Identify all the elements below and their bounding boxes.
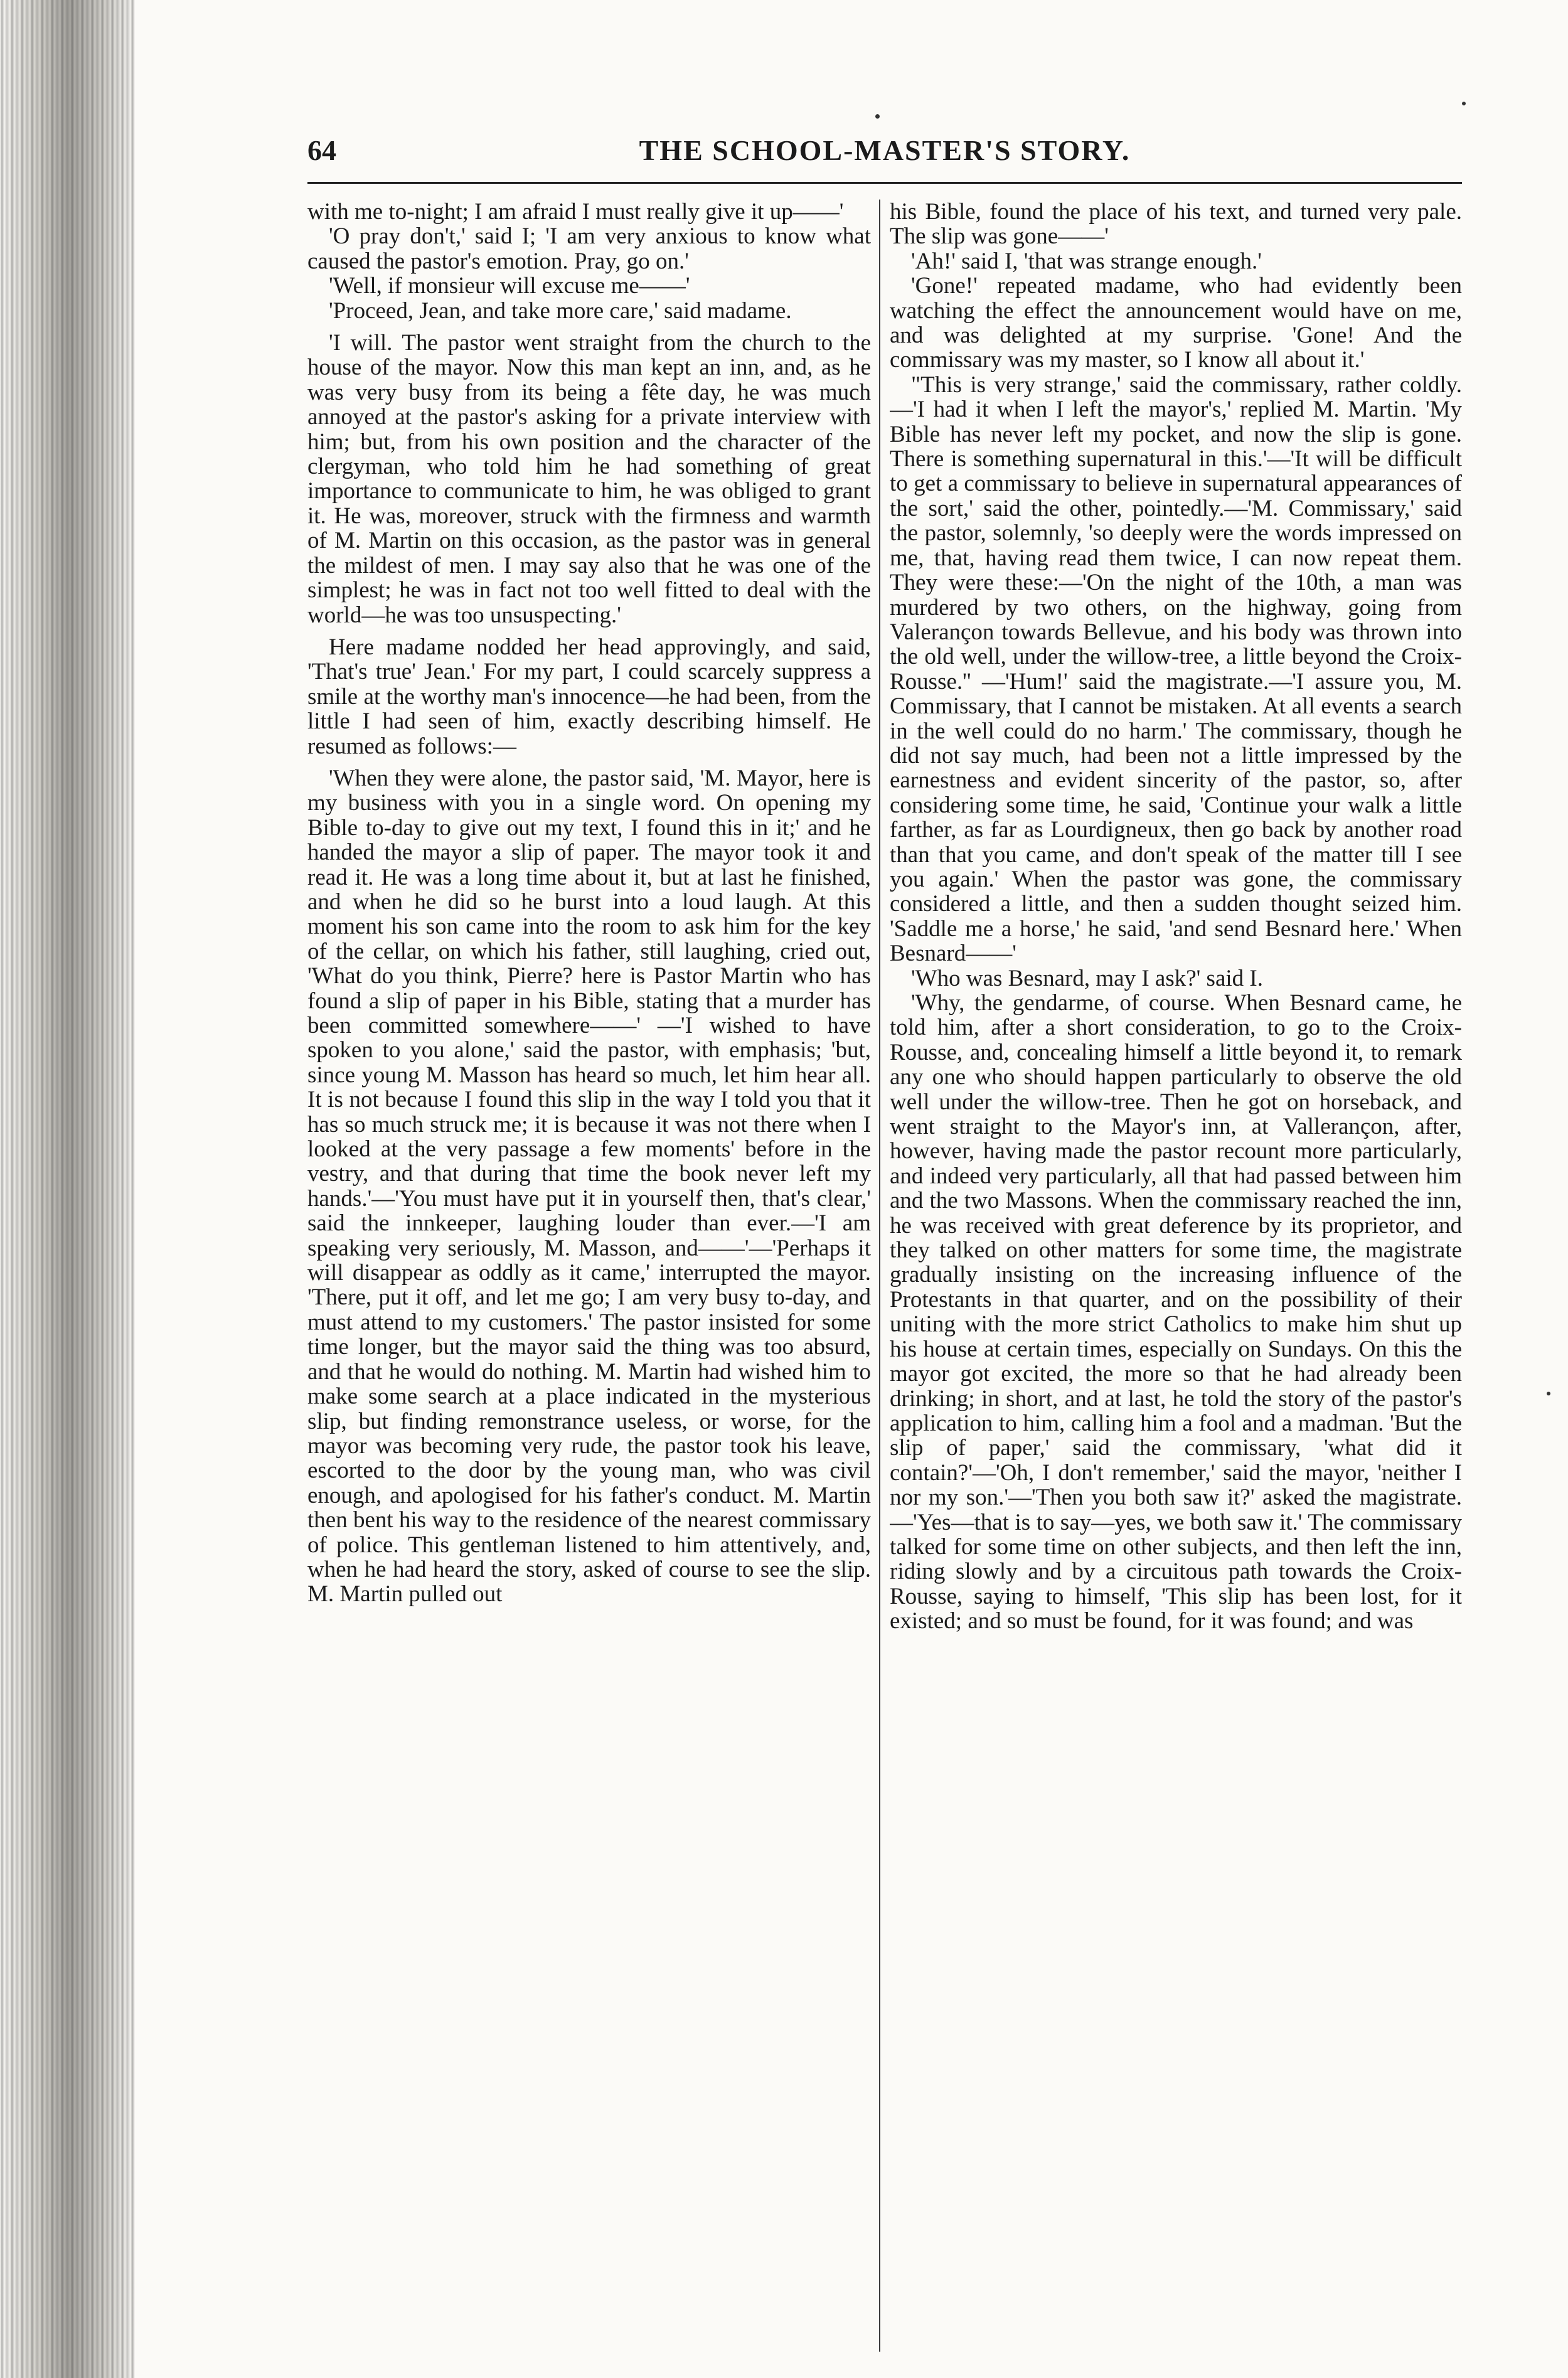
column-divider [879,200,880,2352]
ink-speck [1462,102,1466,105]
left-paragraph: 'Well, if monsieur will excuse me——' [329,273,690,299]
left-paragraph: 'I will. The pastor went straight from the church to the house of the mayor. Now this man kept an inn, and, as he was very busy from its being a fête day, he was much annoyed at the pastor's asking for a private interview with him; but, from his own position and the character of the clergyman, who told him he had something of great importance to communicate to him, he was obliged to grant it. He was, moreover, struck with the firmness and warmth of M. Martin on this occasion, as the pastor was in general the mildest of men. I may say also that he was one of the simplest; he was in fact not too well fitted to deal with the world—he was too unsuspecting.' [307,330,871,628]
left-paragraph: 'Proceed, Jean, and take more care,' said madame. [329,297,792,324]
right-column [890,200,1462,2352]
ink-speck [875,114,880,119]
right-paragraph: "This is very strange,' said the commissary, rather coldly.—'I had it when I left the mayor's,' replied M. Martin. 'My Bible has never left my pocket, and now the slip is gone. There is something supernatural in this.'—'It will be difficult to get a commissary to believe in supernatural appearances of the sort,' said the other, pointedly.—'M. Commissary,' said the pastor, solemnly, 'so deeply were the words impressed on me, that, having read them twice, I can now repeat them. They were these:—'On the night of the 10th, a man was murdered by two others, on the highway, going from Valerançon towards Bellevue, and his body was thrown into the old well, under the willow-tree, a little beyond the Croix-Rousse.'' —'Hum!' said the magistrate.—'I assure you, M. Commissary, that I cannot be mistaken. At all events a search in the well could do no harm.' The commissary, though he did not say much, had been not a little impressed by the earnestness and evident sincerity of the pastor, so, after considering some time, he said, 'Continue your walk a little farther, as far as Lourdigneux, then go back by another road than that you came, and don't speak of the matter till I see you again.' When the pastor was gone, the commissary considered a little, and then a sudden thought seized him. 'Saddle me a horse,' he said, 'and send Besnard here.' When Besnard——' [890,371,1462,967]
page-header [307,129,1462,179]
right-paragraph: 'Ah!' said I, 'that was strange enough.' [911,248,1262,274]
right-paragraph: 'Why, the gendarme, of course. When Besnard came, he told him, after a short consideration, to go to the Croix-Rousse, and, concealing himself a little beyond it, to remark any one who should happen particularly to observe the old well under the willow-tree. Then he got on horseback, and went straight to the Mayor's inn, at Vallerançon, after, however, having made the pastor recount more particularly, and indeed very particularly, all that had passed between him and the two Massons. When the commissary reached the inn, he was received with great deference by its proprietor, and they talked on other matters for some time, the magistrate gradually insisting on the increasing influence of the Protestants in that quarter, and on the possibility of their uniting with the more strict Catholics to make him shut up his house at certain times, especially on Sundays. On this the mayor got excited, the more so that he had already been drinking; in short, and at last, he told the story of the pastor's application to him, calling him a fool and a madman. 'But the slip of paper,' said the commissary, 'what did it contain?'—'Oh, I don't remember,' said the mayor, 'neither I nor my son.'—'Then you both saw it?' asked the magistrate.—'Yes—that is to say—yes, we both saw it.' The commissary talked for some time on other subjects, and then left the inn, riding slowly and by a circuitous path towards the Croix-Rousse, saying to himself, 'This slip has been lost, for it existed; and so must be found, for it was found; and was [890,990,1462,1634]
header-rule [307,182,1462,184]
right-paragraph: 'Who was Besnard, may I ask?' said I. [911,965,1263,991]
left-paragraph: Here madame nodded her head approvingly, and said, 'That's true' Jean.' For my part, I could scarcely suppress a smile at the worthy man's innocence—he had been, from the little I had seen of him, exactly describing himself. He resumed as follows:— [307,634,871,759]
left-paragraph: 'O pray don't,' said I; 'I am very anxious to know what caused the pastor's emotion. Pray, go on.' [307,223,871,274]
left-paragraph: 'When they were alone, the pastor said, 'M. Mayor, here is my business with you in a single word. On opening my Bible to-day to give out my text, I found this in it;' and he handed the mayor a slip of paper. The mayor took it and read it. He was a long time about it, but at last he finished, and when he did so he burst into a loud laugh. At this moment his son came into the room to ask him for the key of the cellar, on which his father, still laughing, cried out, 'What do you think, Pierre? here is Pastor Martin who has found a slip of paper in his Bible, stating that a murder has been committed somewhere——' —'I wished to have spoken to you alone,' said the pastor, with emphasis; 'but, since young M. Masson has heard so much, let him hear all. It is not because I found this slip in the way I told you that it has so much struck me; it is because it was not there when I looked at the very passage a few moments' before in the vestry, and that during that time the book never left my hands.'—'You must have put it in yourself then, that's clear,' said the innkeeper, laughing louder than ever.—'I am speaking very seriously, M. Masson, and——'—'Perhaps it will disappear as oddly as it came,' interrupted the mayor. 'There, put it off, and let me go; I am very busy to-day, and must attend to my customers.' The pastor insisted for some time longer, but the mayor said the thing was too absurd, and that he would do nothing. M. Martin had wished him to make some search at a place indicated in the mysterious slip, but finding remonstrance useless, or worse, for the mayor was becoming very rude, the pastor took his leave, escorted to the door by the young man, who was civil enough, and apologised for his father's conduct. M. Martin then bent his way to the residence of the nearest commissary of police. This gentleman listened to him attentively, and, when he had heard the story, asked of course to see the slip. M. Martin pulled out [307,765,871,1608]
page-number: 64 [307,134,336,166]
right-paragraph: his Bible, found the place of his text, and turned very pale. The slip was gone——' [890,200,1462,250]
right-paragraph: 'Gone!' repeated madame, who had evidently been watching the effect the announcement would have on me, and was delighted at my surprise. 'Gone! And the commissary was my master, so I know all about it.' [890,273,1462,373]
left-paragraph: with me to-night; I am afraid I must really give it up——' [307,200,844,225]
ink-speck [1547,1392,1550,1395]
left-column [307,200,871,2352]
running-title: THE SCHOOL-MASTER'S STORY. [639,134,1131,166]
book-binding-edge [0,0,135,2378]
